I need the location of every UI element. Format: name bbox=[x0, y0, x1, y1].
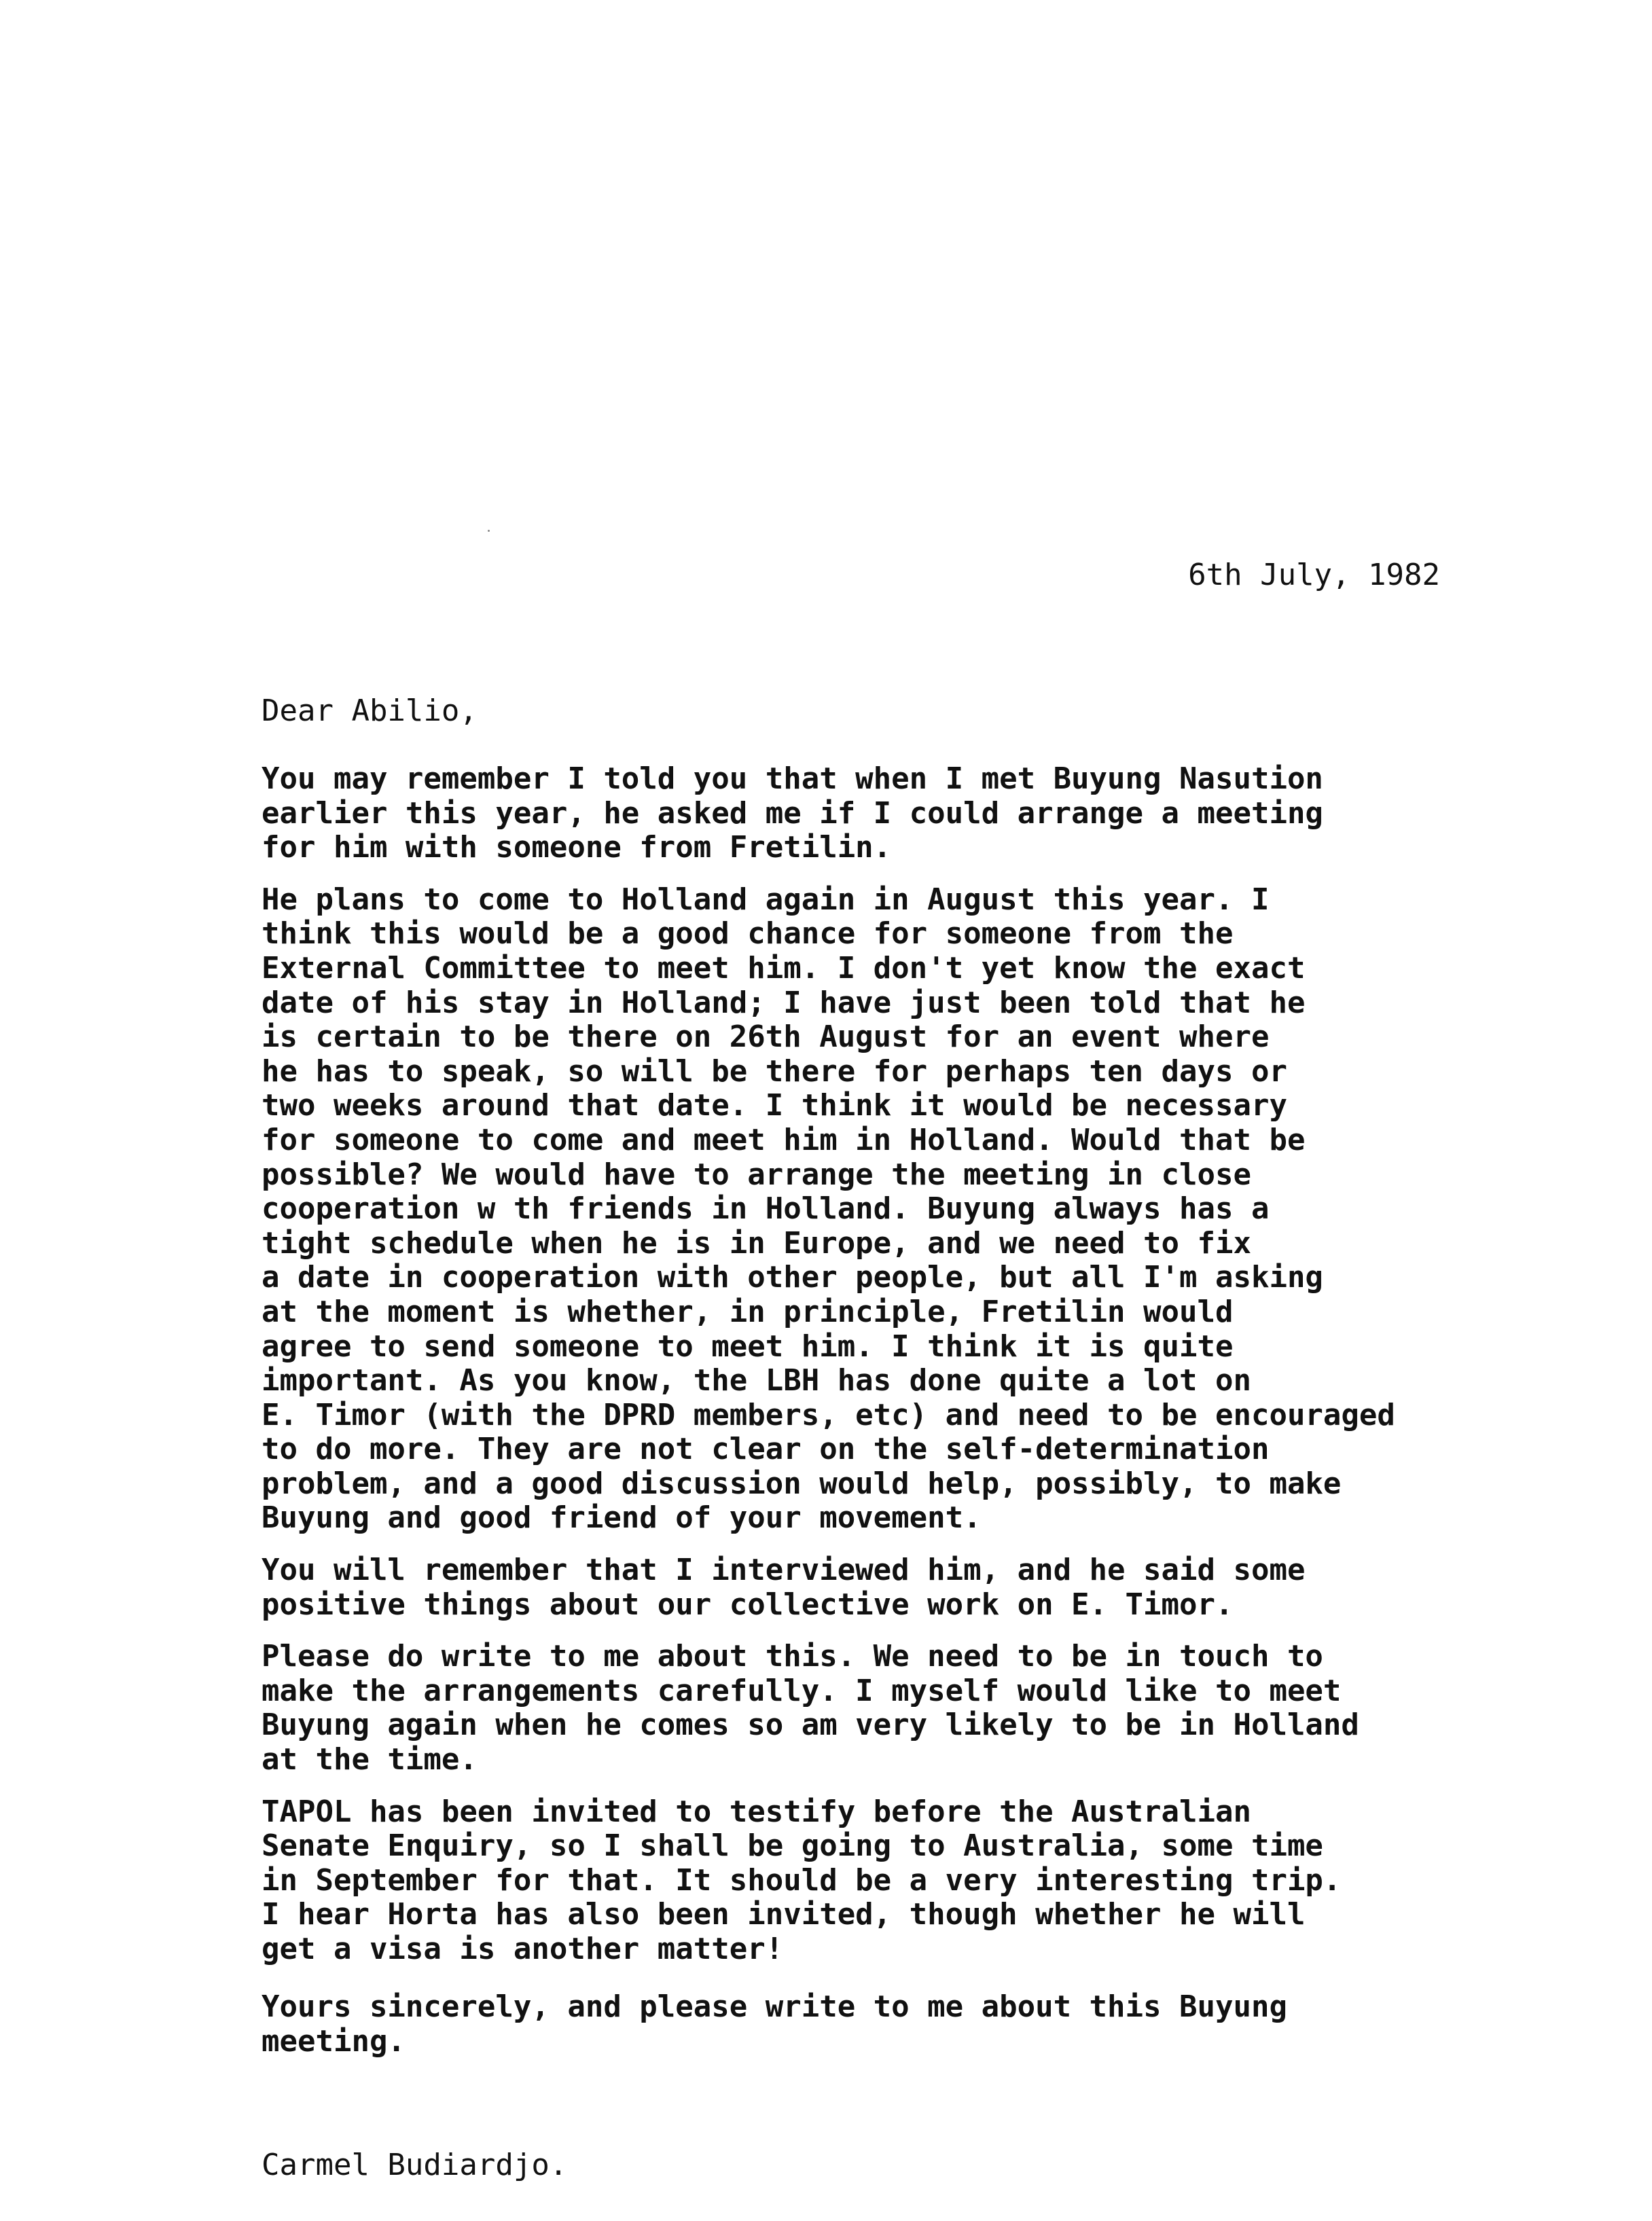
paragraph-5 bbox=[262, 1795, 1620, 1967]
text-line: E. Timor (with the DPRD members, etc) and need to be encouraged bbox=[262, 1397, 1395, 1432]
text-line: You may remember I told you that when I met Buyung Nasution bbox=[262, 761, 1323, 796]
text-line: cooperation w th friends in Holland. Buyung always has a bbox=[262, 1191, 1270, 1227]
text-line: positive things about our collective work on E. Timor. bbox=[262, 1587, 1234, 1622]
text-line: date of his stay in Holland; I have just been told that he bbox=[262, 985, 1306, 1020]
text-line: TAPOL has been invited to testify before the Australian bbox=[262, 1794, 1251, 1829]
text-line: Please do write to me about this. We need to be in touch to bbox=[262, 1639, 1323, 1674]
text-line: in September for that. It should be a very interesting trip. bbox=[262, 1862, 1342, 1898]
letter-date: 6th July, 1982 bbox=[1188, 558, 1440, 592]
text-line: Buyung and good friend of your movement. bbox=[262, 1500, 982, 1536]
paragraph-1 bbox=[262, 762, 1620, 865]
text-line: for someone to come and meet him in Holland. Would that be bbox=[262, 1122, 1306, 1157]
text-line: important. As you know, the LBH has done quite a lot on bbox=[262, 1363, 1251, 1398]
text-line: two weeks around that date. I think it would be necessary bbox=[262, 1088, 1287, 1123]
paper-speck bbox=[488, 530, 490, 532]
text-line: at the time. bbox=[262, 1742, 478, 1777]
text-line: get a visa is another matter! bbox=[262, 1932, 784, 1966]
text-line: tight schedule when he is in Europe, and we need to fix bbox=[262, 1225, 1251, 1261]
text-line: External Committee to meet him. I don't yet know the exact bbox=[262, 950, 1306, 986]
text-line: possible? We would have to arrange the meeting in close bbox=[262, 1157, 1251, 1192]
letter-salutation: Dear Abilio, bbox=[262, 693, 478, 728]
text-line: is certain to be there on 26th August for an event where bbox=[262, 1019, 1270, 1055]
letter-signature: Carmel Budiardjo. bbox=[262, 2148, 568, 2182]
letter-closing bbox=[262, 1990, 1287, 2059]
text-line: I hear Horta has also been invited, though whether he will bbox=[262, 1897, 1306, 1932]
text-line: problem, and a good discussion would help, possibly, to make bbox=[262, 1466, 1342, 1501]
text-line: think this would be a good chance for someone from the bbox=[262, 916, 1234, 952]
closing-line: meeting. bbox=[262, 2023, 406, 2059]
text-line: agree to send someone to meet him. I think it is quite bbox=[262, 1329, 1234, 1364]
text-line: He plans to come to Holland again in August this year. I bbox=[262, 882, 1270, 917]
text-line: at the moment is whether, in principle, Fretilin would bbox=[262, 1294, 1234, 1329]
closing-line: Yours sincerely, and please write to me about this Buyung bbox=[262, 1989, 1287, 2024]
text-line: Buyung again when he comes so am very likely to be in Holland bbox=[262, 1708, 1359, 1743]
text-line: he has to speak, so will be there for perhaps ten days or bbox=[262, 1053, 1287, 1089]
text-line: earlier this year, he asked me if I could arrange a meeting bbox=[262, 795, 1323, 831]
paragraph-4 bbox=[262, 1640, 1620, 1777]
text-line: to do more. They are not clear on the self-determination bbox=[262, 1432, 1270, 1467]
text-line: for him with someone from Fretilin. bbox=[262, 830, 892, 865]
paragraph-3 bbox=[262, 1553, 1620, 1622]
text-line: a date in cooperation with other people, but all I'm asking bbox=[262, 1260, 1323, 1295]
text-line: make the arrangements carefully. I myself would like to meet bbox=[262, 1673, 1342, 1708]
letter-body bbox=[262, 762, 1620, 1985]
text-line: You will remember that I interviewed him, and he said some bbox=[262, 1553, 1306, 1588]
paragraph-2 bbox=[262, 883, 1620, 1536]
text-line: Senate Enquiry, so I shall be going to Australia, some time bbox=[262, 1828, 1323, 1864]
